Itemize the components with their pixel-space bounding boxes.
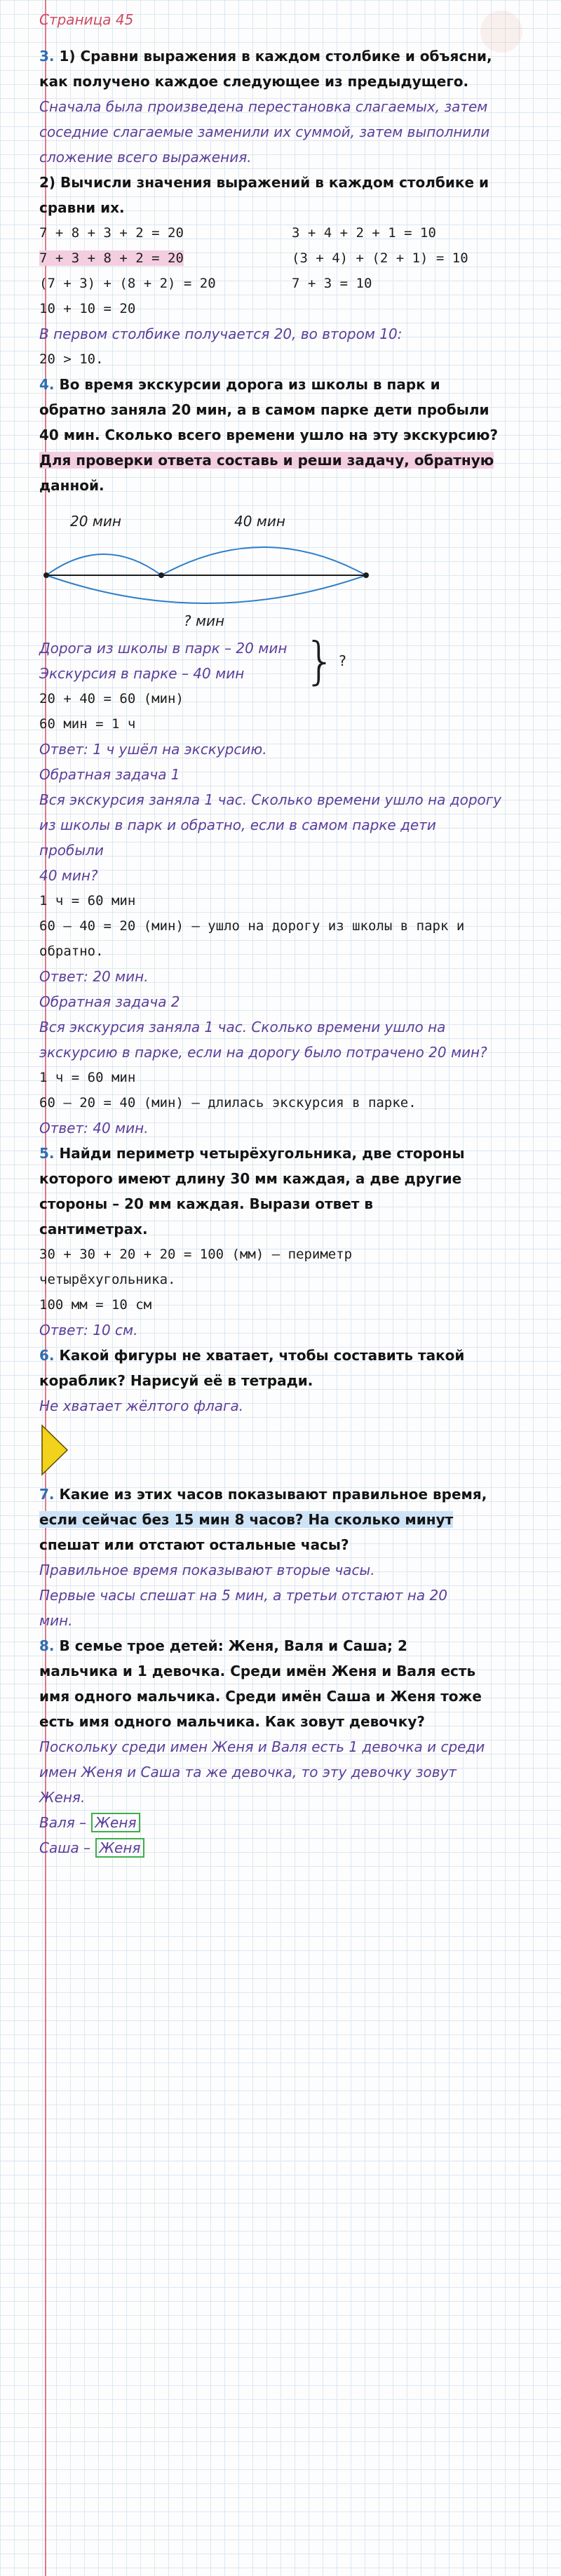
- task-3-answer-line: сложение всего выражения.: [39, 149, 252, 166]
- boxed-name: Женя: [91, 1813, 141, 1832]
- task-number: 6.: [39, 1347, 55, 1364]
- expression-row: [39, 271, 502, 296]
- solution-line: 30 + 30 + 20 + 20 = 100 (мм) – периметр: [39, 1247, 353, 1262]
- name-pair: Саша – Женя: [39, 1835, 502, 1860]
- task-4: [39, 372, 502, 1141]
- task-4-question-line: 4. Во время экскурсии дорога из школы в парк и: [39, 376, 440, 393]
- answer-line: Первые часы спешат на 5 мин, а третьи отстают на 20: [39, 1587, 447, 1604]
- task-3-question-line: сравни их.: [39, 199, 125, 216]
- expression-left: 10 + 10 = 20: [39, 301, 136, 316]
- page-title: Страница 45: [39, 11, 134, 28]
- task-7: [39, 1482, 502, 1633]
- task-number: 5.: [39, 1145, 55, 1162]
- task-5-question-line: стороны – 20 мм каждая. Вырази ответ в: [39, 1195, 374, 1212]
- solution-line: 60 мин = 1 ч: [39, 716, 136, 732]
- diagram-label-right: 40 мин: [234, 513, 285, 530]
- task-number: 4.: [39, 376, 55, 393]
- segment-point: [158, 572, 164, 578]
- answer-line: Женя.: [39, 1789, 86, 1806]
- task-5-question-line: которого имеют длину 30 мм каждая, а две другие: [39, 1170, 462, 1187]
- expression-left: 7 + 8 + 3 + 2 = 20: [39, 225, 184, 241]
- task-3-question-line: как получено каждое следующее из предыдущего.: [39, 73, 469, 90]
- task-4-question-line: Для проверки ответа составь и реши задачу, обратную: [39, 452, 494, 469]
- task-8-question-line: имя одного мальчика. Среди имён Саша и Женя тоже: [39, 1688, 482, 1705]
- solution-line: 100 мм = 10 см: [39, 1297, 152, 1313]
- inverse-task-line: Вся экскурсия заняла 1 час. Сколько времени ушло на дорогу: [39, 791, 502, 808]
- inverse-task-title: Обратная задача 1: [39, 766, 180, 783]
- task-7-question-line: если сейчас без 15 мин 8 часов? На сколько минут: [39, 1511, 454, 1528]
- solution-line: четырёхугольника.: [39, 1272, 176, 1287]
- document-page: [39, 7, 502, 1860]
- inverse-task-line: экскурсию в парке, если на дорогу было потрачено 20 мин?: [39, 1044, 487, 1061]
- expression-right: (3 + 4) + (2 + 1) = 10: [292, 250, 468, 266]
- expression-row: [39, 220, 502, 246]
- task-8-question-line: 8. В семье трое детей: Женя, Валя и Саша; 2: [39, 1637, 407, 1654]
- task-7-question-line: 7. Какие из этих часов показывают правильное время,: [39, 1486, 487, 1503]
- expression-right: 3 + 4 + 2 + 1 = 10: [292, 225, 436, 241]
- answer-line: Не хватает жёлтого флага.: [39, 1397, 244, 1414]
- task-4-question-line: обратно заняла 20 мин, а в самом парке дети пробыли: [39, 401, 489, 418]
- solution-line: 1 ч = 60 мин: [39, 893, 136, 908]
- given-block: [39, 631, 502, 690]
- segment-diagram-svg: [39, 498, 376, 636]
- given-question-mark: ?: [339, 652, 346, 669]
- task-6-question-line: 6. Какой фигуры не хватает, чтобы составить такой: [39, 1347, 465, 1364]
- solution-line: обратно.: [39, 944, 104, 959]
- expression-row: [39, 296, 502, 321]
- task-number: 7.: [39, 1486, 55, 1503]
- answer-line: Ответ: 40 мин.: [39, 1120, 149, 1136]
- task-3-answer-line: соседние слагаемые заменили их суммой, затем выполнили: [39, 123, 490, 140]
- expression-right: [292, 296, 502, 321]
- task-3-conclusion: В первом столбике получается 20, во втором 10:: [39, 326, 403, 342]
- task-8: [39, 1633, 502, 1860]
- answer-line: Ответ: 20 мин.: [39, 968, 149, 985]
- task-3-compare: 20 > 10.: [39, 351, 104, 367]
- name-pair: Валя – Женя: [39, 1810, 502, 1835]
- expression-right: 7 + 3 = 10: [292, 276, 372, 291]
- task-4-question-line: 40 мин. Сколько всего времени ушло на эту экскурсию?: [39, 427, 499, 443]
- task-3-answer-line: Сначала была произведена перестановка слагаемых, затем: [39, 98, 488, 115]
- task-5: [39, 1141, 502, 1343]
- flag-figure: [39, 1418, 502, 1482]
- segment-point: [363, 572, 369, 578]
- inverse-task-line: 40 мин?: [39, 867, 98, 884]
- task-7-question-line: спешат или отстают остальные часы?: [39, 1536, 349, 1553]
- task-8-question-line: есть имя одного мальчика. Как зовут девочку?: [39, 1713, 425, 1730]
- segment-diagram: [39, 498, 502, 636]
- solution-line: 20 + 40 = 60 (мин): [39, 691, 184, 706]
- answer-line: Ответ: 10 см.: [39, 1322, 138, 1339]
- answer-line: имен Женя и Саша та же девочка, то эту девочку зовут: [39, 1764, 457, 1780]
- inverse-task-line: Вся экскурсия заняла 1 час. Сколько времени ушло на: [39, 1019, 446, 1035]
- task-6: [39, 1343, 502, 1482]
- diagram-label-left: 20 мин: [70, 513, 121, 530]
- task-5-question-line: сантиметрах.: [39, 1221, 148, 1237]
- name-pairs: [39, 1810, 502, 1860]
- answer-line: мин.: [39, 1612, 73, 1629]
- segment-point: [43, 572, 49, 578]
- task-number: 8.: [39, 1637, 55, 1654]
- inverse-task-title: Обратная задача 2: [39, 993, 180, 1010]
- task-8-question-line: мальчика и 1 девочка. Среди имён Женя и Валя есть: [39, 1663, 476, 1679]
- given-line: Экскурсия в парке – 40 мин: [39, 665, 245, 682]
- arc-right: [161, 547, 366, 575]
- answer-line: Ответ: 1 ч ушёл на экскурсию.: [39, 741, 267, 758]
- answer-line: Поскольку среди имен Женя и Валя есть 1 девочка и среди: [39, 1738, 485, 1755]
- task-3-question-line: 2) Вычисли значения выражений в каждом столбике и: [39, 174, 489, 191]
- yellow-flag-icon: [39, 1418, 81, 1482]
- given-line: Дорога из школы в парк – 20 мин: [39, 640, 288, 657]
- curly-brace: }: [304, 631, 337, 690]
- diagram-label-total: ? мин: [184, 612, 225, 629]
- arc-left: [46, 554, 161, 575]
- task-6-question-line: кораблик? Нарисуй её в тетради.: [39, 1372, 313, 1389]
- expression-left: 7 + 3 + 8 + 2 = 20: [39, 250, 184, 266]
- expression-left: (7 + 3) + (8 + 2) = 20: [39, 276, 216, 291]
- answer-line: Правильное время показывают вторые часы.: [39, 1562, 375, 1578]
- solution-line: 1 ч = 60 мин: [39, 1070, 136, 1085]
- task-3: [39, 43, 502, 372]
- arc-total: [46, 575, 366, 603]
- inverse-task-line: из школы в парк и обратно, если в самом парке дети пробыли: [39, 817, 436, 859]
- solution-line: 60 – 40 = 20 (мин) – ушло на дорогу из школы в парк и: [39, 918, 465, 934]
- expression-row: [39, 246, 502, 271]
- task-number: 3.: [39, 48, 55, 65]
- solution-line: 60 – 20 = 40 (мин) – длилась экскурсия в парке.: [39, 1095, 417, 1111]
- boxed-name: Женя: [95, 1838, 145, 1858]
- task-4-question-line: данной.: [39, 477, 104, 494]
- task-3-question-line: 3. 1) Сравни выражения в каждом столбике и объясни,: [39, 48, 492, 65]
- task-5-question-line: 5. Найди периметр четырёхугольника, две стороны: [39, 1145, 465, 1162]
